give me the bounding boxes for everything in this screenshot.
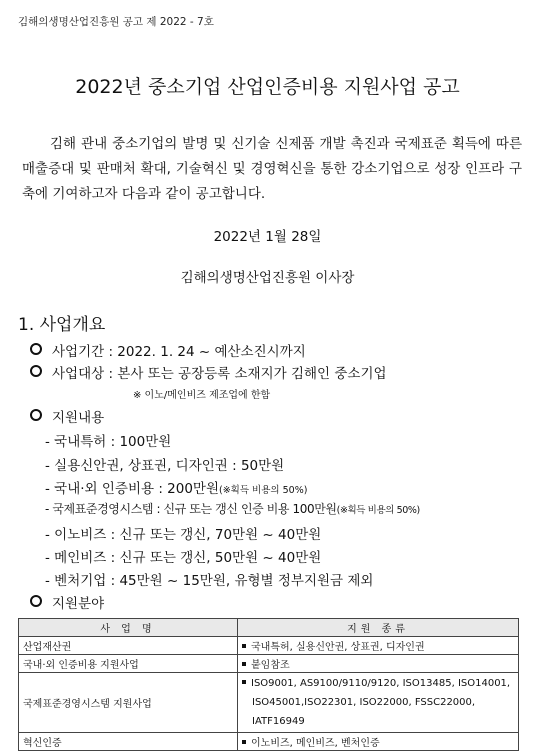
- support-item: [45, 477, 307, 497]
- row-name: 혁신인증: [19, 733, 238, 751]
- table-header-type: 지원 종류: [238, 619, 519, 637]
- table-header-row: [19, 619, 519, 637]
- notice-number: 김해의생명산업진흥원 공고 제 2022 - 7호: [18, 16, 214, 28]
- row-type-text: 붙임참조: [251, 660, 290, 671]
- row-name: 국내·외 인증비용 지원사업: [19, 655, 238, 673]
- circle-bullet-icon: [30, 409, 42, 421]
- support-item-text: - 국내·외 인증비용 : 200만원: [45, 481, 220, 497]
- table-row: [19, 655, 519, 673]
- support-item: [45, 546, 321, 566]
- row-types: [238, 655, 519, 673]
- support-item-text: - 메인비즈 : 신규 또는 갱신, 50만원 ~ 40만원: [45, 550, 322, 566]
- support-field-table: [18, 618, 519, 751]
- row-types: [238, 673, 519, 733]
- row-type-text: 이노비즈, 메인비즈, 벤처인증: [251, 738, 380, 749]
- circle-bullet-icon: [30, 365, 42, 377]
- square-bullet-icon: [242, 644, 246, 648]
- notice-date: 2022년 1월 28일: [213, 229, 322, 245]
- row-types: [238, 733, 519, 751]
- row-type-text: ISO9001, AS9100/9110/9120, ISO13485, ISO14001,: [251, 678, 511, 689]
- support-item: [45, 569, 373, 589]
- support-item-text: - 국제표준경영시스템 : 신규 또는 갱신 인증 비용 100만원: [45, 502, 337, 516]
- support-item-text: - 벤처기업 : 45만원 ~ 15만원, 유형별 정부지원금 제외: [45, 573, 374, 589]
- page-title: 2022년 중소기업 산업인증비용 지원사업 공고: [75, 76, 460, 98]
- support-item-note: (※획득 비용의 50%): [219, 485, 308, 496]
- bullet-period: [30, 340, 306, 360]
- table-header-business: 사 업 명: [19, 619, 238, 637]
- support-item-note: (※획득 비용의 50%): [336, 505, 420, 516]
- support-item-text: - 이노비즈 : 신규 또는 갱신, 70만원 ~ 40만원: [45, 527, 322, 543]
- support-item-text: - 국내특허 : 100만원: [45, 434, 172, 450]
- issuer: 김해의생명산업진흥원 이사장: [180, 270, 355, 286]
- circle-bullet-icon: [30, 595, 42, 607]
- square-bullet-icon: [242, 740, 246, 744]
- period-text: 사업기간 : 2022. 1. 24 ~ 예산소진시까지: [52, 344, 306, 360]
- table-row: [19, 673, 519, 733]
- row-types: [238, 637, 519, 655]
- support-label: 지원내용: [52, 410, 105, 426]
- section-heading: 1. 사업개요: [18, 315, 106, 335]
- row-type-text: ISO45001,ISO22301, ISO22000, FSSC22000, IATF16949: [252, 697, 476, 727]
- bullet-field: [30, 592, 104, 612]
- intro-paragraph: 김해 관내 중소기업의 발명 및 신기술 신제품 개발 촉진과 국제표준 획득에 따른 매출증대 및 판매처 확대, 기술혁신 및 경영혁신을 통한 강소기업으로 성장 인프라 구축에 기여하고자 다음과 같이 공고합니다.: [22, 136, 522, 202]
- row-name: 국제표준경영시스템 지원사업: [19, 673, 238, 733]
- table-row: [19, 733, 519, 751]
- table-row: [19, 637, 519, 655]
- row-name: 산업재산권: [19, 637, 238, 655]
- field-label: 지원분야: [52, 596, 105, 612]
- bullet-target: [30, 362, 387, 382]
- support-item: [45, 500, 420, 517]
- target-note: ※ 이노/메인비즈 제조업에 한함: [133, 390, 271, 401]
- square-bullet-icon: [242, 662, 246, 666]
- square-bullet-icon: [242, 680, 246, 684]
- target-text: 사업대상 : 본사 또는 공장등록 소재지가 김해인 중소기업: [52, 366, 387, 382]
- bullet-support: [30, 406, 104, 426]
- row-type-text: 국내특허, 실용신안권, 상표권, 디자인권: [251, 642, 425, 653]
- circle-bullet-icon: [30, 343, 42, 355]
- support-item: [45, 430, 171, 450]
- support-item: [45, 523, 321, 543]
- support-item-text: - 실용신안권, 상표권, 디자인권 : 50만원: [45, 458, 285, 474]
- support-item: [45, 454, 284, 474]
